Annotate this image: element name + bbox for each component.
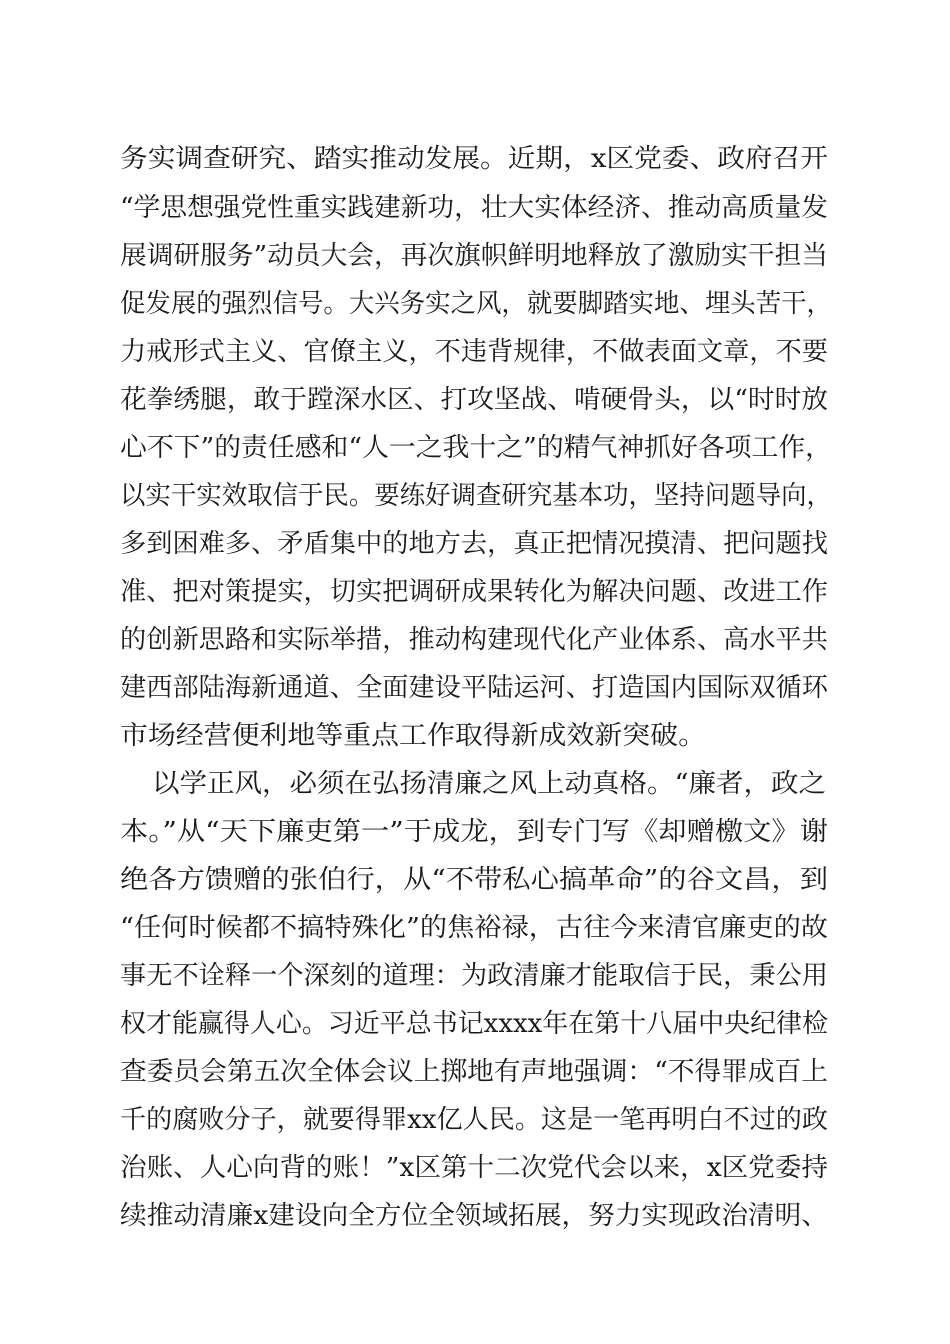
text-line bbox=[0, 665, 950, 711]
text-line-content: 权才能赢得人心。习近平总书记xxxx年在第十八届中央纪律检 bbox=[120, 1009, 828, 1039]
text-line-content: 事无不诠释一个深刻的道理：为政清廉才能取信于民，秉公用 bbox=[120, 961, 828, 991]
text-line bbox=[0, 233, 950, 279]
text-line bbox=[0, 1001, 950, 1047]
text-line-content: 展调研服务”动员大会，再次旗帜鲜明地释放了激励实干担当 bbox=[120, 241, 828, 271]
text-line bbox=[0, 281, 950, 327]
text-line-content: 促发展的强烈信号。大兴务实之风，就要脚踏实地、埋头苦干， bbox=[120, 289, 832, 319]
text-line bbox=[0, 905, 950, 951]
text-line bbox=[0, 1049, 950, 1095]
text-line-content: 务实调查研究、踏实推动发展。近期，x区党委、政府召开 bbox=[120, 144, 828, 174]
text-line-content: 绝各方馈赠的张伯行，从“不带私心搞革命”的谷文昌，到 bbox=[120, 865, 828, 895]
text-line-content: 治账、人心向背的账！”x区第十二次党代会以来，x区党委持 bbox=[120, 1153, 828, 1183]
text-line-content: 查委员会第五次全体会议上掷地有声地强调：“不得罪成百上 bbox=[120, 1057, 828, 1087]
text-line bbox=[0, 521, 950, 567]
text-line bbox=[0, 1097, 950, 1143]
text-line bbox=[0, 713, 950, 759]
text-line bbox=[0, 953, 950, 999]
text-line bbox=[0, 569, 950, 615]
text-line-content: “学思想强党性重实践建新功，壮大实体经济、推动高质量发 bbox=[120, 193, 828, 223]
text-line-content: 市场经营便利地等重点工作取得新成效新突破。 bbox=[120, 721, 706, 751]
text-line-content: 准、把对策提实，切实把调研成果转化为解决问题、改进工作 bbox=[120, 577, 828, 607]
text-line bbox=[0, 761, 950, 807]
text-line-content: 以学正风，必须在弘扬清廉之风上动真格。“廉者，政之 bbox=[152, 769, 826, 799]
text-line-content: 的创新思路和实际举措，推动构建现代化产业体系、高水平共 bbox=[120, 625, 828, 655]
text-line-content: 续推动清廉x建设向全方位全领域拓展，努力实现政治清明、 bbox=[120, 1201, 828, 1231]
text-line-content: 以实干实效取信于民。要练好调查研究基本功，坚持问题导向， bbox=[120, 481, 832, 511]
text-line-content: 花拳绣腿，敢于蹚深水区、打攻坚战、啃硬骨头，以“时时放 bbox=[120, 385, 828, 415]
text-line bbox=[0, 473, 950, 519]
text-line-content: 本。”从“天下廉吏第一”于成龙，到专门写《却赠檄文》谢 bbox=[120, 817, 828, 847]
text-line-content: 心不下”的责任感和“人一之我十之”的精气神抓好各项工作， bbox=[120, 433, 832, 463]
text-line bbox=[0, 136, 950, 182]
text-line-content: 千的腐败分子，就要得罪xx亿人民。这是一笔再明白不过的政 bbox=[120, 1105, 828, 1135]
text-line-content: “任何时候都不搞特殊化”的焦裕禄，古往今来清官廉吏的故 bbox=[120, 913, 828, 943]
text-line bbox=[0, 1193, 950, 1239]
text-line bbox=[0, 857, 950, 903]
text-line bbox=[0, 377, 950, 423]
text-line bbox=[0, 617, 950, 663]
text-line-content: 力戒形式主义、官僚主义，不违背规律，不做表面文章，不要 bbox=[120, 337, 828, 367]
text-line bbox=[0, 329, 950, 375]
text-line bbox=[0, 185, 950, 231]
text-line bbox=[0, 425, 950, 471]
text-line-content: 多到困难多、矛盾集中的地方去，真正把情况摸清、把问题找 bbox=[120, 529, 828, 559]
text-line-content: 建西部陆海新通道、全面建设平陆运河、打造国内国际双循环 bbox=[120, 673, 828, 703]
text-line bbox=[0, 1145, 950, 1191]
text-line bbox=[0, 809, 950, 855]
